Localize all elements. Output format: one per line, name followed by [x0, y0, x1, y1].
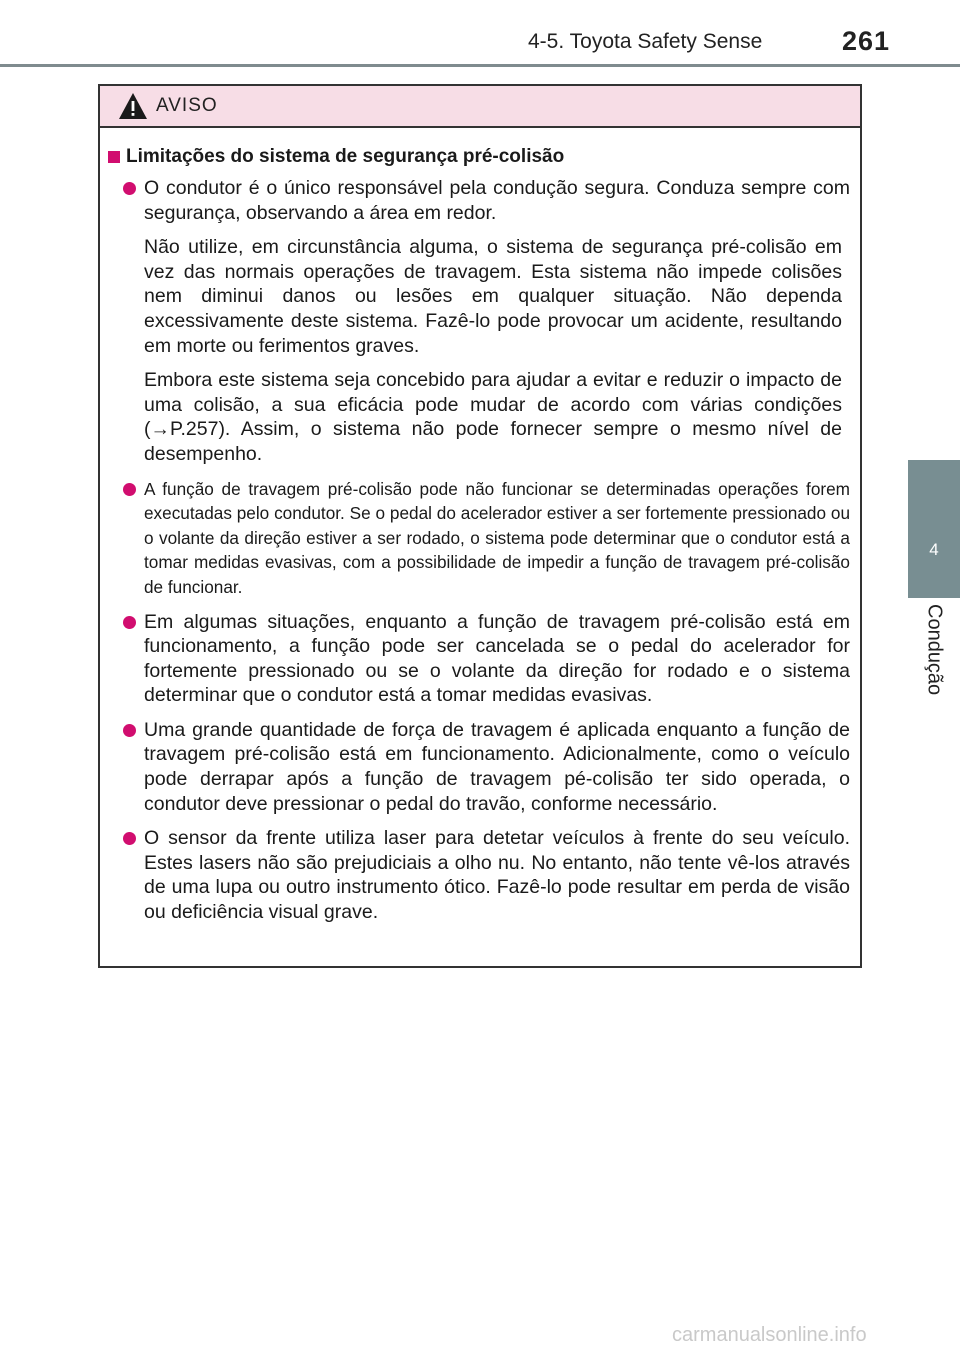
paragraph: Não utilize, em circunstância alguma, o sistema de segurança pré-colisão em vez das normais operações de travagem. Esta sistema não impede colisões nem diminui danos ou lesões em qualquer situação. Não dependa excessivamente deste sistema. Fazê-lo pode provocar um acidente, resultando em morte ou ferimentos graves.	[144, 236, 842, 357]
watermark: carmanualsonline.info	[672, 1324, 867, 1346]
bullet-dot-icon	[123, 616, 136, 629]
paragraph: Uma grande quantidade de força de travagem é aplicada enquanto a função de travagem pré-colisão está em funcionamento. Adicionalmente, como o veículo pode derrapar após a função de travagem pé-colisão ter sido operada, o condutor deve pressionar o pedal do travão, conforme necessário.	[144, 718, 850, 815]
list-item	[106, 718, 852, 816]
square-bullet-icon	[108, 151, 120, 163]
list-item	[106, 610, 852, 708]
page-number: 261	[842, 26, 891, 56]
bullet-dot-icon	[123, 724, 136, 737]
paragraph: O sensor da frente utiliza laser para detetar veículos à frente do seu veículo. Estes lasers não são prejudiciais a olho nu. No entanto, não tente vê-los através de uma lupa ou outro instrumento ótico. Fazê-lo pode resultar em perda de visão ou deficiência visual grave.	[144, 827, 850, 924]
bullet-dot-icon	[123, 182, 136, 195]
section-title: 4-5. Toyota Safety Sense	[528, 30, 763, 53]
warning-content	[100, 128, 860, 925]
bullet-dot-icon	[123, 832, 136, 845]
chapter-number: 4	[929, 540, 939, 559]
section-heading-text: Limitações do sistema de segurança pré-colisão	[126, 146, 565, 167]
paragraph: A função de travagem pré-colisão pode não funcionar se determinadas operações forem executadas pelo condutor. Se o pedal do acelerador estiver a ser fortemente pressionado ou o volante da direção estiver a ser rodado, o sistema pode determinar que o condutor está a tomar medidas evasivas, com a possibilidade de impedir a função de travagem pré-colisão de funcionar.	[144, 478, 850, 597]
warning-box	[98, 84, 862, 968]
list-item	[106, 477, 852, 600]
warning-triangle-icon	[118, 92, 148, 120]
paragraph: O condutor é o único responsável pela condução segura. Conduza sempre com segurança, observando a área em redor.	[144, 177, 850, 224]
warning-label: AVISO	[156, 95, 218, 116]
chapter-tab[interactable]	[908, 460, 960, 598]
header-divider	[0, 64, 960, 67]
warning-header	[100, 86, 860, 128]
chapter-label: Condução	[923, 604, 946, 696]
list-item	[106, 176, 852, 467]
paragraph: Embora este sistema seja concebido para ajudar a evitar e reduzir o impacto de uma colisão, a sua eficácia pode mudar de acordo com várias condições (→P.257). Assim, o sistema não pode fornecer sempre o mesmo nível de desempenho.	[144, 369, 842, 465]
list-item	[106, 826, 852, 924]
section-heading	[106, 146, 852, 168]
paragraph: Em algumas situações, enquanto a função de travagem pré-colisão está em funcionamento, a função pode ser cancelada se o pedal do acelerador for fortemente pressionado ou se o volante da direção for rodado e o sistema determinar que o condutor está a tomar medidas evasivas.	[144, 610, 850, 707]
bullet-dot-icon	[123, 483, 136, 496]
